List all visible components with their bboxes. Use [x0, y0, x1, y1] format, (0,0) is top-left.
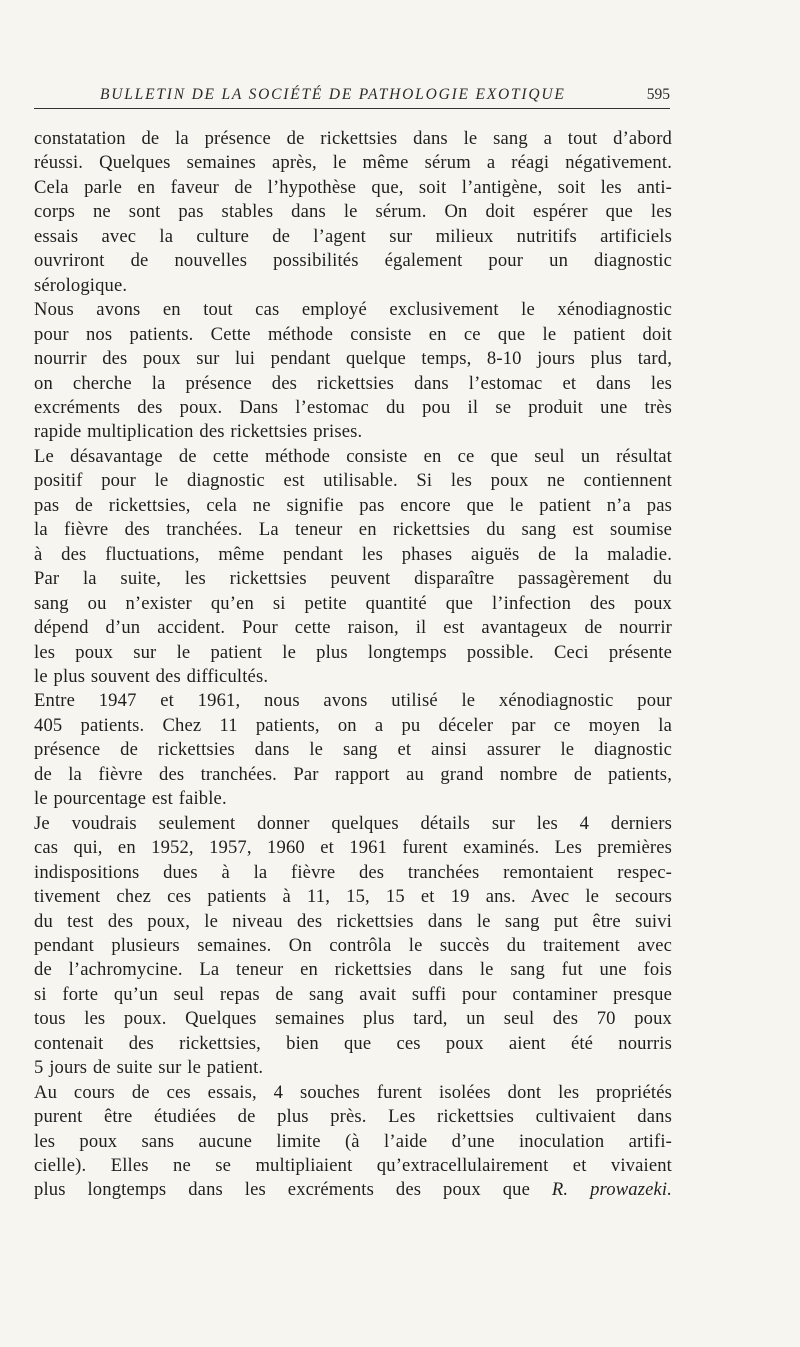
- running-title: BULLETIN DE LA SOCIÉTÉ DE PATHOLOGIE EXOTIQUE: [100, 86, 566, 103]
- article-body: [34, 127, 672, 1203]
- text-line: cielle). Elles ne se multipliaient qu’extracellulairement et vivaient: [34, 1155, 672, 1177]
- text-line: les poux sur le patient le plus longtemps possible. Ceci présente: [34, 641, 672, 663]
- text-line: rapide multiplication des rickettsies prises.: [34, 421, 363, 443]
- text-line: sérologique.: [34, 274, 128, 296]
- text-line: purent être étudiées de plus près. Les rickettsies cultivaient dans: [34, 1106, 672, 1128]
- text-line: 405 patients. Chez 11 patients, on a pu déceler par ce moyen la: [34, 714, 672, 736]
- text-line: Entre 1947 et 1961, nous avons utilisé le xénodiagnostic pour: [34, 690, 672, 712]
- text-line: dépend d’un accident. Pour cette raison, il est avantageux de nourrir: [34, 617, 672, 639]
- text-line: le pourcentage est faible.: [34, 788, 227, 810]
- text-line: ouvriront de nouvelles possibilités également pour un diagnostic: [34, 250, 672, 272]
- text-line: pour nos patients. Cette méthode consiste en ce que le patient doit: [34, 323, 672, 345]
- text-line: excréments des poux. Dans l’estomac du pou il se produit une très: [34, 396, 672, 418]
- text-line: du test des poux, le niveau des rickettsies dans le sang put être suivi: [34, 910, 672, 932]
- paragraph-6: [34, 1081, 672, 1203]
- text-line: Le désavantage de cette méthode consiste en ce que seul un résultat: [34, 445, 672, 467]
- text-segment: plus longtemps dans les excréments des poux que: [34, 1179, 552, 1201]
- text-line: cas qui, en 1952, 1957, 1960 et 1961 furent examinés. Les premières: [34, 837, 672, 859]
- running-header: [34, 84, 670, 109]
- text-line: de l’achromycine. La teneur en rickettsies dans le sang fut une fois: [34, 959, 672, 981]
- text-line: de la fièvre des tranchées. Par rapport au grand nombre de patients,: [34, 763, 672, 785]
- page-number: 595: [646, 86, 670, 103]
- paragraph-1: [34, 127, 672, 298]
- text-line: Nous avons en tout cas employé exclusivement le xénodiagnostic: [34, 299, 672, 321]
- species-name: R. prowazeki.: [551, 1179, 673, 1201]
- text-line: positif pour le diagnostic est utilisable. Si les poux ne contiennent: [34, 470, 672, 492]
- text-line: Je voudrais seulement donner quelques détails sur les 4 derniers: [34, 812, 672, 834]
- text-line: sang ou n’exister qu’en si petite quantité que l’infection des poux: [34, 592, 672, 614]
- text-line-final: [34, 1178, 672, 1202]
- text-line: constatation de la présence de rickettsies dans le sang a tout d’abord: [34, 128, 672, 149]
- text-line: les poux sans aucune limite (à l’aide d’une inoculation artifi-: [34, 1130, 672, 1152]
- text-line: on cherche la présence des rickettsies dans l’estomac et dans les: [34, 372, 672, 394]
- text-line: Cela parle en faveur de l’hypothèse que, soit l’antigène, soit les anti-: [34, 176, 672, 198]
- text-line: contenait des rickettsies, bien que ces poux aient été nourris: [34, 1032, 672, 1054]
- text-line: pas de rickettsies, cela ne signifie pas encore que le patient n’a pas: [34, 494, 672, 516]
- text-line: tous les poux. Quelques semaines plus tard, un seul des 70 poux: [34, 1008, 672, 1030]
- text-line: 5 jours de suite sur le patient.: [34, 1057, 264, 1079]
- text-line: réussi. Quelques semaines après, le même sérum a réagi négativement.: [34, 152, 672, 174]
- text-line: la fièvre des tranchées. La teneur en rickettsies du sang est soumise: [34, 519, 672, 541]
- text-line: le plus souvent des difficultés.: [34, 665, 269, 687]
- text-line: à des fluctuations, même pendant les phases aiguës de la maladie.: [34, 543, 672, 565]
- text-line: si forte qu’un seul repas de sang avait suffi pour contaminer presque: [34, 983, 672, 1005]
- paragraph-4: [34, 689, 672, 811]
- text-line: pendant plusieurs semaines. On contrôla le succès du traitement avec: [34, 934, 672, 956]
- text-line: essais avec la culture de l’agent sur milieux nutritifs artificiels: [34, 225, 672, 247]
- text-line: Au cours de ces essais, 4 souches furent isolées dont les propriétés: [34, 1081, 672, 1103]
- paragraph-5: [34, 812, 672, 1081]
- text-line: nourrir des poux sur lui pendant quelque temps, 8-10 jours plus tard,: [34, 348, 672, 370]
- text-line: présence de rickettsies dans le sang et ainsi assurer le diagnostic: [34, 739, 672, 761]
- text-line: tivement chez ces patients à 11, 15, 15 et 19 ans. Avec le secours: [34, 886, 672, 908]
- text-line: Par la suite, les rickettsies peuvent disparaître passagèrement du: [34, 568, 672, 590]
- text-line: corps ne sont pas stables dans le sérum. On doit espérer que les: [34, 201, 672, 223]
- paragraph-2: [34, 298, 672, 445]
- text-line: indispositions dues à la fièvre des tranchées remontaient respec-: [34, 861, 672, 883]
- paragraph-3: [34, 445, 672, 690]
